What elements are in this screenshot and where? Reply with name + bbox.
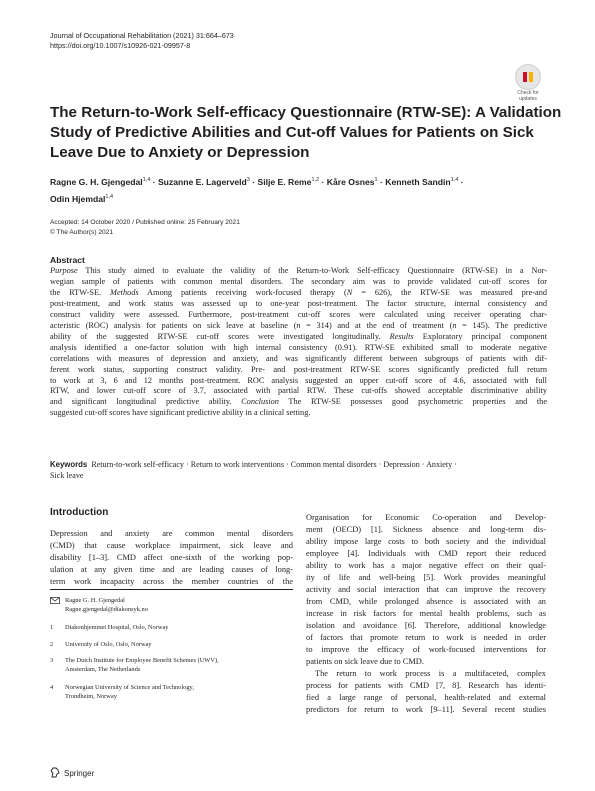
badge-line-2: updates	[519, 95, 537, 102]
abstract-emphasis: Purpose	[50, 266, 78, 275]
abstract-heading: Abstract	[50, 255, 85, 265]
author-affiliation-sup: 1	[374, 177, 378, 183]
doi-link[interactable]: https://doi.org/10.1007/s10926-021-09957-8	[50, 41, 191, 50]
keywords	[50, 459, 547, 481]
keywords-line-2: Sick leave	[50, 471, 84, 480]
abstract-text: acteristic (ROC) analysis for patients on sick leave at baseline (	[50, 320, 297, 330]
author-name[interactable]: Kenneth Sandin	[385, 176, 451, 187]
abstract-line	[50, 277, 547, 288]
abstract-line	[50, 386, 547, 397]
abstract-text: This study aimed to evaluate the validity of the Return-to-Work Self-efficacy Questionnaire (RTW-SE) in a Nor-	[77, 266, 547, 275]
author-separator: ·	[150, 176, 158, 187]
abstract-line	[50, 266, 547, 277]
corresponding-author-email[interactable]: Ragne.gjengedal@diakonsyk.no	[65, 606, 148, 613]
body-line: disability [1–3]. CMD affect one-sixth of the working pop-	[50, 553, 293, 562]
body-line: Depression and anxiety are common mental disorders	[50, 529, 293, 538]
check-for-updates-badge[interactable]	[510, 64, 546, 100]
affiliation-number: 2	[50, 641, 54, 648]
abstract-line	[50, 321, 547, 332]
body-line: The return to work process is a multifaceted, complex	[315, 669, 546, 678]
body-line: predictors for return to work [9–11]. Several recent studies	[306, 705, 546, 714]
author-affiliation-sup: 3	[246, 177, 250, 183]
affiliation-text: The Dutch Institute for Employee Benefit Schemes (UWV),	[65, 657, 219, 664]
title-line: Study of Predictive Abilities and Cut-off Values for Patients on Sick	[50, 124, 534, 141]
abstract-line	[50, 397, 547, 408]
abstract-text: = 145). The predictive	[456, 320, 548, 330]
body-column-left	[50, 528, 293, 588]
abstract-text: The RTW-SE possesses good psychometric properties and the	[278, 397, 547, 407]
accepted-published-date: Accepted: 14 October 2020 / Published online: 25 February 2021	[50, 219, 240, 226]
journal-header	[50, 31, 234, 51]
abstract-line	[50, 408, 547, 419]
body-line: employee [4]. Individuals with CMD report their reduced	[306, 549, 546, 558]
affiliation-text: Norwegian University of Science and Technology,	[65, 684, 194, 691]
affiliation-number: 4	[50, 684, 54, 691]
author-affiliation-sup: 1,2	[311, 177, 320, 183]
body-line: patients on sick leave due to CMD.	[306, 657, 424, 666]
article-title	[50, 103, 562, 163]
author-line	[50, 190, 464, 207]
abstract-text: = 626), the RTW-SE was measured pre-and	[352, 287, 547, 297]
author-list	[50, 173, 464, 207]
body-line: isolation and avoidance [6]. Therefore, additional knowledge	[306, 621, 546, 630]
abstract-emphasis: Methods	[110, 287, 139, 297]
body-column-right	[306, 512, 546, 716]
abstract-text: Exploratory principal component	[413, 331, 547, 341]
publisher-name: Springer	[64, 769, 95, 778]
title-line: Leave Due to Anxiety or Depression	[50, 144, 310, 161]
body-line: ulation at any given time and are leading causes of long-	[50, 565, 293, 574]
abstract-line	[50, 376, 547, 387]
footnote-divider	[50, 589, 293, 590]
abstract-text: and significant longitudinal predictive ability.	[50, 397, 242, 407]
body-line: to improve the efficacy of work-focused interventions for	[306, 645, 546, 654]
abstract-emphasis: Results	[389, 331, 414, 341]
introduction-heading: Introduction	[50, 507, 109, 518]
abstract-text: RTW, and lower cut-off score of 3.7, associated with partial RTW. These cut-offs showed acceptable discriminative ability	[50, 386, 547, 396]
affiliation-text: University of Oslo, Oslo, Norway	[65, 641, 152, 648]
abstract-line	[50, 332, 547, 343]
author-separator: ·	[377, 176, 386, 187]
affiliation-text: Trondheim, Norway	[65, 693, 117, 700]
author-name[interactable]: Ragne G. H. Gjengedal	[50, 176, 143, 187]
corresponding-author-name: Ragne G. H. Gjengedal	[65, 597, 125, 604]
body-line: (CMD) that cause workplace impairment, sick leave and	[50, 541, 293, 550]
body-line: term work incapacity across the member countries of the	[50, 577, 293, 586]
affiliation-4	[50, 684, 293, 704]
abstract-text: suggested cut-off scores have significant predictive ability in a clinical setting.	[50, 408, 311, 418]
author-affiliation-sup: 1,4	[105, 193, 114, 200]
body-line: ity of life and well-being [5]. Work provides meaningful	[306, 573, 546, 582]
envelope-icon	[50, 597, 60, 608]
author-separator: ·	[319, 176, 327, 187]
abstract-text: to work at 3, 6 and 12 months post-treatment. ROC analysis suggested an upper cut-off score of 4.6, associated with full	[50, 375, 547, 385]
author-separator: ·	[458, 176, 464, 187]
abstract-text: ability of the suggested RTW-SE cut-off scores were investigated longitudinally.	[50, 331, 390, 341]
abstract-line	[50, 299, 547, 310]
author-name[interactable]: Kåre Osnes	[326, 176, 375, 187]
keywords-label: Keywords	[50, 460, 88, 469]
body-line: from CMD, while prolonged absence is associated with an	[306, 597, 546, 606]
badge-line-1: Check for	[517, 90, 539, 96]
abstract-text: post-treatment, and work status was assessed up to one-year post-treatment. The factor structure, internal consistency and	[50, 298, 547, 308]
affiliation-2	[50, 641, 293, 651]
affiliation-text: Diakonhjemmet Hospital, Oslo, Norway	[65, 624, 169, 631]
affiliation-text: Amsterdam, The Netherlands	[65, 666, 141, 673]
author-line	[50, 173, 464, 190]
abstract-text: the RTW-SE.	[50, 287, 111, 297]
body-line: ment (OECD) [1]. Sickness absence and long-term dis-	[306, 525, 546, 534]
author-affiliation-sup: 1,4	[450, 177, 459, 183]
publication-dates	[50, 218, 240, 238]
author-separator: ·	[249, 176, 258, 187]
abstract-text: construct validity were assessed. Furthermore, post-treatment cut-off scores were calculated using receiver operating char-	[50, 309, 547, 319]
body-line: Organisation for Economic Co-operation and Develop-	[306, 513, 546, 522]
abstract-line	[50, 310, 547, 321]
author-name[interactable]: Silje E. Reme	[257, 176, 312, 187]
abstract-line	[50, 354, 547, 365]
body-line: of factors that promote return to work is needed in order	[306, 633, 546, 642]
body-line: activity and social interaction that can improve the recovery	[306, 585, 546, 594]
abstract-body	[50, 266, 547, 419]
affiliation-number: 3	[50, 657, 54, 664]
corresponding-author	[50, 597, 293, 617]
abstract-text: Among patients receiving work-focused therapy (	[138, 287, 347, 297]
author-affiliation-sup: 1,4	[142, 177, 151, 183]
abstract-emphasis: N	[346, 287, 353, 297]
affiliation-3	[50, 657, 293, 677]
abstract-emphasis: n	[452, 320, 457, 330]
abstract-text: correlations with measures of depression and anxiety, and was significantly different between subgroups of patients with dif-	[50, 353, 547, 363]
publisher-footer	[50, 767, 94, 780]
affiliation-1	[50, 624, 293, 634]
abstract-line	[50, 343, 547, 354]
abstract-emphasis: n	[296, 320, 301, 330]
abstract-text: ferent work status, supporting construct validity. Pre- and post-treatment RTW-SE scores significantly predicted full return	[50, 364, 547, 374]
springer-horse-icon	[50, 767, 60, 780]
abstract-emphasis: Conclusion	[241, 397, 279, 407]
abstract-line	[50, 288, 547, 299]
abstract-line	[50, 365, 547, 376]
journal-citation: Journal of Occupational Rehabilitation (2021) 31:664–673	[50, 31, 234, 40]
abstract-text: wegian sample of patients with common mental disorders. The secondary aim was to provide validated cut-off scores for	[50, 276, 547, 286]
body-line: ability to work has a major negative effect on their qual-	[306, 561, 546, 570]
abstract-text: = 314) and at the end of treatment (	[300, 320, 453, 330]
check-updates-icon	[515, 64, 541, 90]
abstract-text: analysis identified a one-factor solution with high internal consistency (0.91). RTW-SE exhibited small to moderate negative	[50, 342, 547, 352]
copyright-notice: © The Author(s) 2021	[50, 229, 114, 236]
author-name[interactable]: Odin Hjemdal	[50, 193, 106, 204]
keywords-line-1: Return-to-work self-efficacy · Return to work interventions · Common mental disorders · Depression · Anxiety ·	[91, 460, 457, 469]
body-line: process for patients with CMD [7, 8]. Research has identi-	[306, 681, 546, 690]
author-name[interactable]: Suzanne E. Lagerveld	[157, 176, 247, 187]
title-line: The Return-to-Work Self-efficacy Questionnaire (RTW-SE): A Validation	[50, 104, 562, 121]
affiliation-number: 1	[50, 624, 54, 631]
body-line: ability impose large costs to both society and the individual	[306, 537, 546, 546]
body-line: fied a large range of personal, health-related and external	[306, 693, 546, 702]
body-line: increase in risk factors for mental health problems, such as	[306, 609, 546, 618]
